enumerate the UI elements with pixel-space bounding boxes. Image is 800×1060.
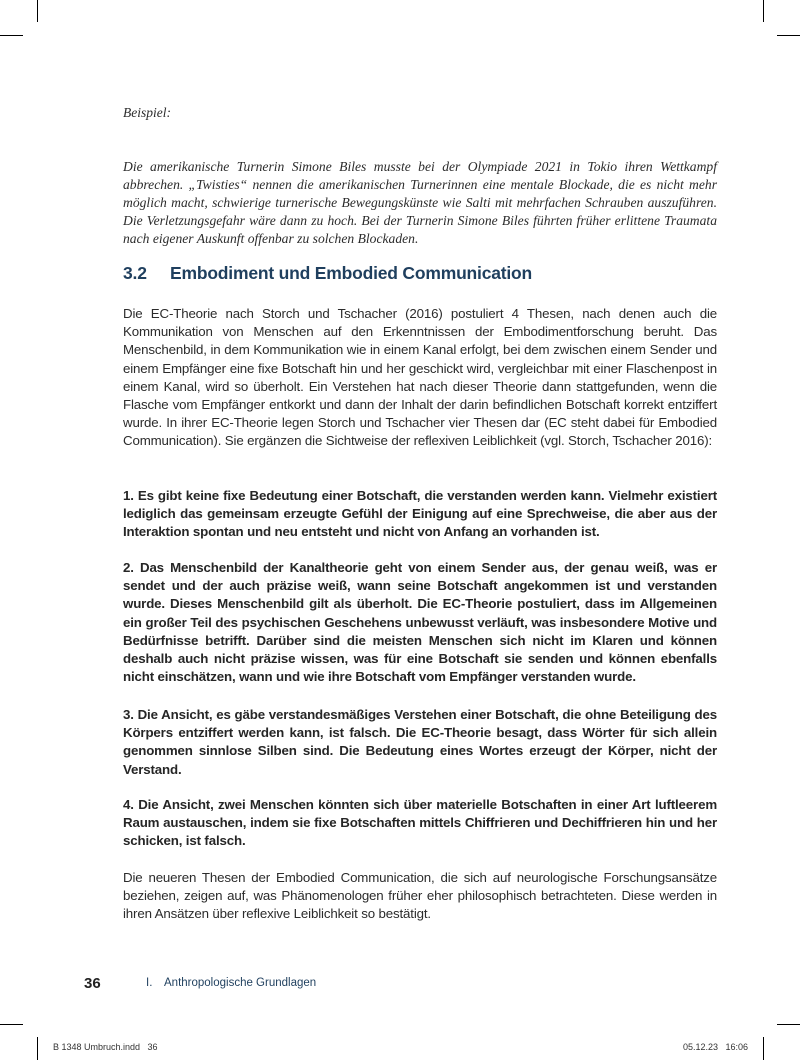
- thesis-4: 4. Die Ansicht, zwei Menschen könnten sich über materielle Botschaften in einer Art luftleerem Raum austauschen, indem sie fixe Botschaften mittels Chiffrieren und Dechiffrieren hin und her schicken, ist falsch.: [123, 797, 717, 849]
- crop-mark-bottom-left-vertical: [37, 1037, 38, 1060]
- closing-paragraph: Die neueren Thesen der Embodied Communication, die sich auf neurologische Forschungsansätze beziehen, zeigen auf, was Phänomenologen früher eher philosophisch betrachteten. Diese werden in ihren Ansätzen über reflexive Leiblichkeit so bestätigt.: [123, 870, 717, 922]
- section-number: 3.2: [123, 263, 147, 283]
- thesis-3: 3. Die Ansicht, es gäbe verstandesmäßiges Verstehen einer Botschaft, die ohne Beteiligung des Körpers entziffert werden kann, ist falsch. Die EC-Theorie besagt, dass Wörter für sich allein genommen sinnlose Silben sind. Die Bedeutung eines Wortes erzeugt der Körper, nicht der Verstand.: [123, 707, 717, 777]
- intro-paragraph: Die EC-Theorie nach Storch und Tschacher (2016) postuliert 4 Thesen, nach denen auch die Kommunikation von Menschen auf den Erkenntnissen der Embodimentforschung beruht. Das Menschenbild, in dem Kommunikation wie in einem Kanal erfolgt, bei dem zwischen einem Sender und einem Empfänger eine fixe Botschaft hin und her geschickt wird, vergleichbar mit einer Flaschenpost in einem Kanal, wird so überholt. Ein Verstehen hat nach dieser Theorie dann stattgefunden, wenn die Flasche vom Empfänger entkorkt und dann der Inhalt der darin befindlichen Botschaft korrekt entziffert wurde. In ihrer EC-Theorie legen Storch und Tschacher vier Thesen dar (EC steht dabei für Embodied Communication). Sie ergänzen die Sichtweise der reflexiven Leiblichkeit (vgl. Storch, Tschacher 2016):: [123, 306, 717, 449]
- example-text: Die amerikanische Turnerin Simone Biles musste bei der Olympiade 2021 in Tokio ihren Wettkampf abbrechen. „Twisties“ nennen die amerikanischen Turnerinnen eine mentale Blockade, die es nicht mehr möglich macht, schwierige turnerische Bewegungskünste wie Salti mit mehrfachen Schrauben auszuführen. Die Verletzungsgefahr wäre dann zu hoch. Bei der Turnerin Simone Biles führten früher erlittene Traumata nach eigener Auskunft offenbar zu solchen Blockaden.: [123, 159, 717, 247]
- page-number: 36: [84, 975, 101, 992]
- crop-mark-top-left-horizontal: [0, 35, 23, 36]
- chapter-title: Anthropologische Grundlagen: [164, 977, 317, 989]
- crop-mark-top-right-horizontal: [777, 35, 800, 36]
- running-footer: [146, 977, 316, 989]
- example-label: Beispiel:: [123, 105, 171, 120]
- section-title: Embodiment und Embodied Communication: [170, 263, 533, 283]
- thesis-1: 1. Es gibt keine fixe Bedeutung einer Botschaft, die verstanden werden kann. Vielmehr existiert lediglich das gemeinsam erzeugte Gefühl der Einigung auf eine Sprechweise, die aber aus der Interaktion spontan und neu entsteht und nicht von Anfang an vorhanden ist.: [123, 488, 717, 540]
- thesis-2: 2. Das Menschenbild der Kanaltheorie geht von einem Sender aus, der genau weiß, was er sendet und der auch präzise weiß, wann seine Botschaft angekommen ist und verstanden wurde. Dieses Menschenbild gilt als überholt. Die EC-Theorie postuliert, dass im Allgemeinen ein großer Teil des psychischen Geschehens unbewusst verläuft, was insbesondere Motive und Bedürfnisse betrifft. Darüber sind die meisten Menschen sich nicht im Klaren und können deshalb auch nicht präzise wissen, was für eine Botschaft sie senden und können ebenfalls nicht einschätzen, wann und wie ihre Botschaft vom Empfänger verstanden wurde.: [123, 560, 717, 685]
- crop-mark-bottom-right-horizontal: [777, 1024, 800, 1025]
- slug-filename: B 1348 Umbruch.indd 36: [53, 1042, 158, 1052]
- chapter-number: I.: [146, 977, 153, 989]
- section-heading: [123, 263, 532, 284]
- crop-mark-bottom-right-vertical: [763, 1037, 764, 1060]
- crop-mark-top-right-vertical: [763, 0, 764, 22]
- crop-mark-bottom-left-horizontal: [0, 1024, 23, 1025]
- crop-mark-top-left-vertical: [37, 0, 38, 22]
- slug-datetime: 05.12.23 16:06: [682, 1042, 748, 1052]
